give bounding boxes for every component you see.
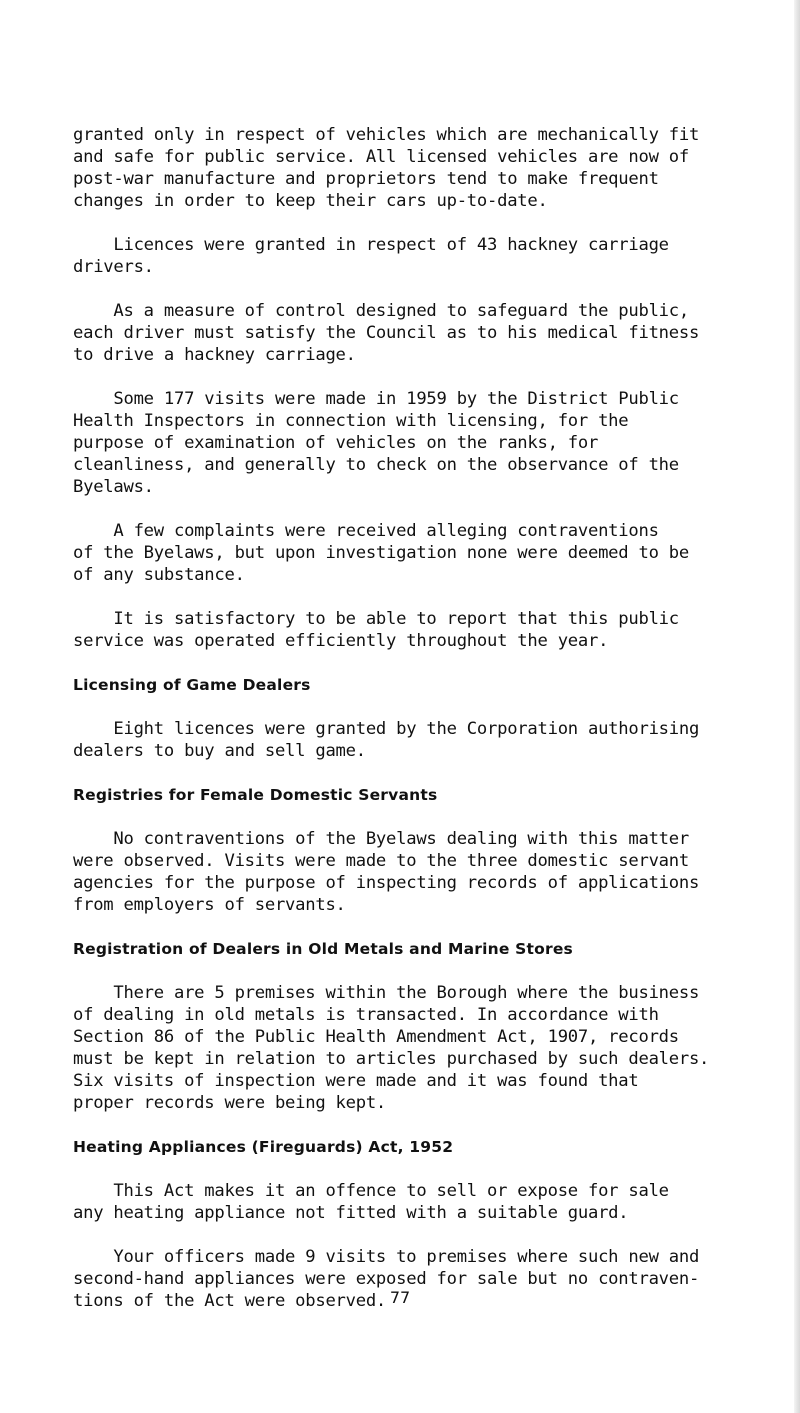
paragraph-line: to drive a hackney carriage.: [73, 345, 356, 365]
paragraph-line: of the Byelaws, but upon investigation none were deemed to be: [73, 543, 689, 563]
paragraph-spacer: [73, 1158, 785, 1180]
page-number: 77: [389, 1288, 411, 1307]
paragraph-spacer: [73, 652, 785, 674]
paragraph-spacer: [73, 366, 785, 388]
paragraph-line: Licences were granted in respect of 43 hackney carriage: [73, 235, 669, 255]
paragraph-line: Health Inspectors in connection with licensing, for the: [73, 411, 629, 431]
paragraph-spacer: [73, 212, 785, 234]
paragraph-line: proper records were being kept.: [73, 1093, 387, 1113]
paragraph-line: any heating appliance not fitted with a suitable guard.: [73, 1203, 629, 1223]
paragraph-line: dealers to buy and sell game.: [73, 741, 366, 761]
paragraph-line: changes in order to keep their cars up-to-date.: [73, 191, 548, 211]
paragraph-line: Six visits of inspection were made and it was found that: [73, 1071, 639, 1091]
paragraph-spacer: [73, 806, 785, 828]
paragraph-line: As a measure of control designed to safeguard the public,: [73, 301, 689, 321]
page-edge-shadow: [794, 0, 800, 1413]
section-heading-domestic-servants: Registries for Female Domestic Servants: [73, 786, 438, 804]
paragraph-line: service was operated efficiently throughout the year.: [73, 631, 609, 651]
paragraph-spacer: [73, 960, 785, 982]
paragraph-line: This Act makes it an offence to sell or expose for sale: [73, 1181, 669, 1201]
paragraph-line: drivers.: [73, 257, 154, 277]
paragraph-spacer: [73, 916, 785, 938]
paragraph-line: Section 86 of the Public Health Amendment Act, 1907, records: [73, 1027, 679, 1047]
paragraph-line: A few complaints were received alleging contraventions: [73, 521, 659, 541]
paragraph-spacer: [73, 586, 785, 608]
paragraph-line: each driver must satisfy the Council as to his medical fitness: [73, 323, 700, 343]
paragraph-line: of any substance.: [73, 565, 245, 585]
paragraph-spacer: [73, 762, 785, 784]
paragraph-line: There are 5 premises within the Borough where the business: [73, 983, 700, 1003]
paragraph-line: granted only in respect of vehicles which are mechanically fit: [73, 125, 700, 145]
page-body: [73, 124, 785, 1312]
paragraph-line: Byelaws.: [73, 477, 154, 497]
paragraph-line: agencies for the purpose of inspecting records of applications: [73, 873, 700, 893]
paragraph-line: and safe for public service. All licensed vehicles are now of: [73, 147, 689, 167]
paragraph-spacer: [73, 696, 785, 718]
paragraph-line: It is satisfactory to be able to report that this public: [73, 609, 679, 629]
section-heading-game-dealers: Licensing of Game Dealers: [73, 676, 311, 694]
paragraph-spacer: [73, 498, 785, 520]
paragraph-spacer: [73, 1224, 785, 1246]
paragraph-line: were observed. Visits were made to the three domestic servant: [73, 851, 689, 871]
paragraph-line: cleanliness, and generally to check on the observance of the: [73, 455, 679, 475]
paragraph-line: Your officers made 9 visits to premises where such new and: [73, 1247, 700, 1267]
paragraph-line: from employers of servants.: [73, 895, 346, 915]
paragraph-line: second-hand appliances were exposed for sale but no contraven-: [73, 1269, 700, 1289]
paragraph-line: must be kept in relation to articles purchased by such dealers.: [73, 1049, 710, 1069]
paragraph-line: No contraventions of the Byelaws dealing with this matter: [73, 829, 689, 849]
section-heading-old-metals: Registration of Dealers in Old Metals and Marine Stores: [73, 940, 573, 958]
paragraph-line: post-war manufacture and proprietors tend to make frequent: [73, 169, 659, 189]
paragraph-line: purpose of examination of vehicles on the ranks, for: [73, 433, 599, 453]
paragraph-line: tions of the Act were observed.: [73, 1291, 387, 1311]
paragraph-spacer: [73, 1114, 785, 1136]
paragraph-line: Eight licences were granted by the Corporation authorising: [73, 719, 700, 739]
section-heading-heating-appliances: Heating Appliances (Fireguards) Act, 1952: [73, 1138, 454, 1156]
paragraph-line: Some 177 visits were made in 1959 by the District Public: [73, 389, 679, 409]
paragraph-line: of dealing in old metals is transacted. In accordance with: [73, 1005, 659, 1025]
paragraph-spacer: [73, 278, 785, 300]
